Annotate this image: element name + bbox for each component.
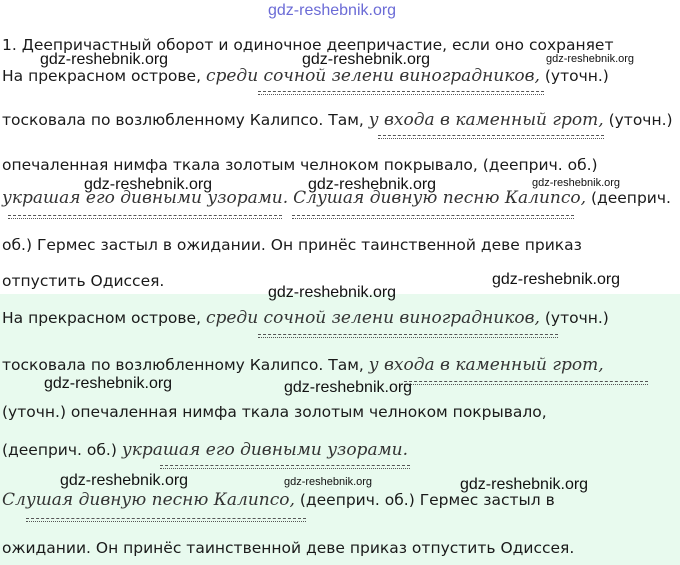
handwritten-phrase: Слушая дивную песню Калипсо, — [2, 490, 295, 510]
text: (дееприч. — [590, 189, 671, 207]
watermark: gdz-reshebnik.org — [40, 51, 169, 68]
block2-line2 — [2, 355, 604, 375]
text: (уточн.) — [544, 309, 609, 327]
text: (дееприч. об.) — [2, 441, 117, 459]
underline-dash-dot — [404, 381, 648, 382]
text: (уточн.) — [544, 67, 609, 85]
underline-dash-dot — [258, 91, 544, 92]
watermark: gdz-reshebnik.org — [44, 375, 173, 392]
underline-dash-dot — [292, 215, 574, 216]
block1-line1 — [2, 66, 609, 86]
handwritten-phrase: украшая его дивными узорами. — [121, 440, 409, 460]
watermark: gdz-reshebnik.org — [546, 53, 635, 65]
block2-line6: ожидании. Он принёс таинственной деве приказ отпустить Одиссея. — [2, 539, 575, 557]
watermark: gdz-reshebnik.org — [308, 176, 437, 193]
text: (уточн.) — [608, 111, 673, 129]
underline-dash-dot — [26, 518, 306, 519]
handwritten-phrase: среди сочной зелени виноградников, — [205, 66, 540, 86]
block2-line1 — [2, 308, 609, 328]
watermark: gdz-reshebnik.org — [284, 476, 373, 488]
block1-line5: об.) Гермес застыл в ожидании. Он принёс таинственной деве приказ — [2, 236, 582, 254]
watermark: gdz-reshebnik.org — [84, 176, 213, 193]
block1-line2 — [2, 110, 673, 130]
underline-dash-dot — [378, 135, 604, 136]
text: На прекрасном острове, — [2, 309, 202, 327]
underline-dash-dot — [8, 215, 282, 216]
block2-line3: (уточн.) опечаленная нимфа ткала золотым челноком покрывало, — [2, 403, 547, 421]
watermark-top: gdz-reshebnik.org — [268, 2, 397, 19]
block1-line6: отпустить Одиссея. — [2, 272, 165, 290]
watermark: gdz-reshebnik.org — [60, 472, 189, 489]
watermark: gdz-reshebnik.org — [302, 51, 431, 68]
text: тосковала по возлюбленному Калипсо. Там, — [2, 111, 364, 129]
task-heading: 1. Деепричастный оборот и одиночное деепричастие, если оно сохраняет — [2, 36, 614, 54]
block1-line3: опечаленная нимфа ткала золотым челноком покрывало, (дееприч. об.) — [2, 156, 598, 174]
text: На прекрасном острове, — [2, 67, 202, 85]
handwritten-phrase: украшая его дивными узорами. — [2, 188, 289, 208]
text: (дееприч. об.) Гермес застыл в — [299, 491, 555, 509]
watermark: gdz-reshebnik.org — [268, 284, 397, 301]
watermark: gdz-reshebnik.org — [532, 177, 621, 189]
underline-dash-dot — [258, 334, 558, 335]
watermark: gdz-reshebnik.org — [460, 476, 589, 493]
handwritten-phrase: у входа в каменный грот, — [368, 355, 604, 375]
text: тосковала по возлюбленному Калипсо. Там, — [2, 356, 364, 374]
block2-line4 — [2, 440, 408, 460]
watermark: gdz-reshebnik.org — [492, 271, 621, 288]
handwritten-phrase: среди сочной зелени виноградников, — [205, 308, 540, 328]
handwritten-phrase: у входа в каменный грот, — [368, 110, 604, 130]
handwritten-phrase: Слушая дивную песню Калипсо, — [293, 188, 587, 208]
watermark: gdz-reshebnik.org — [284, 379, 413, 396]
underline-dash-dot — [160, 465, 410, 466]
